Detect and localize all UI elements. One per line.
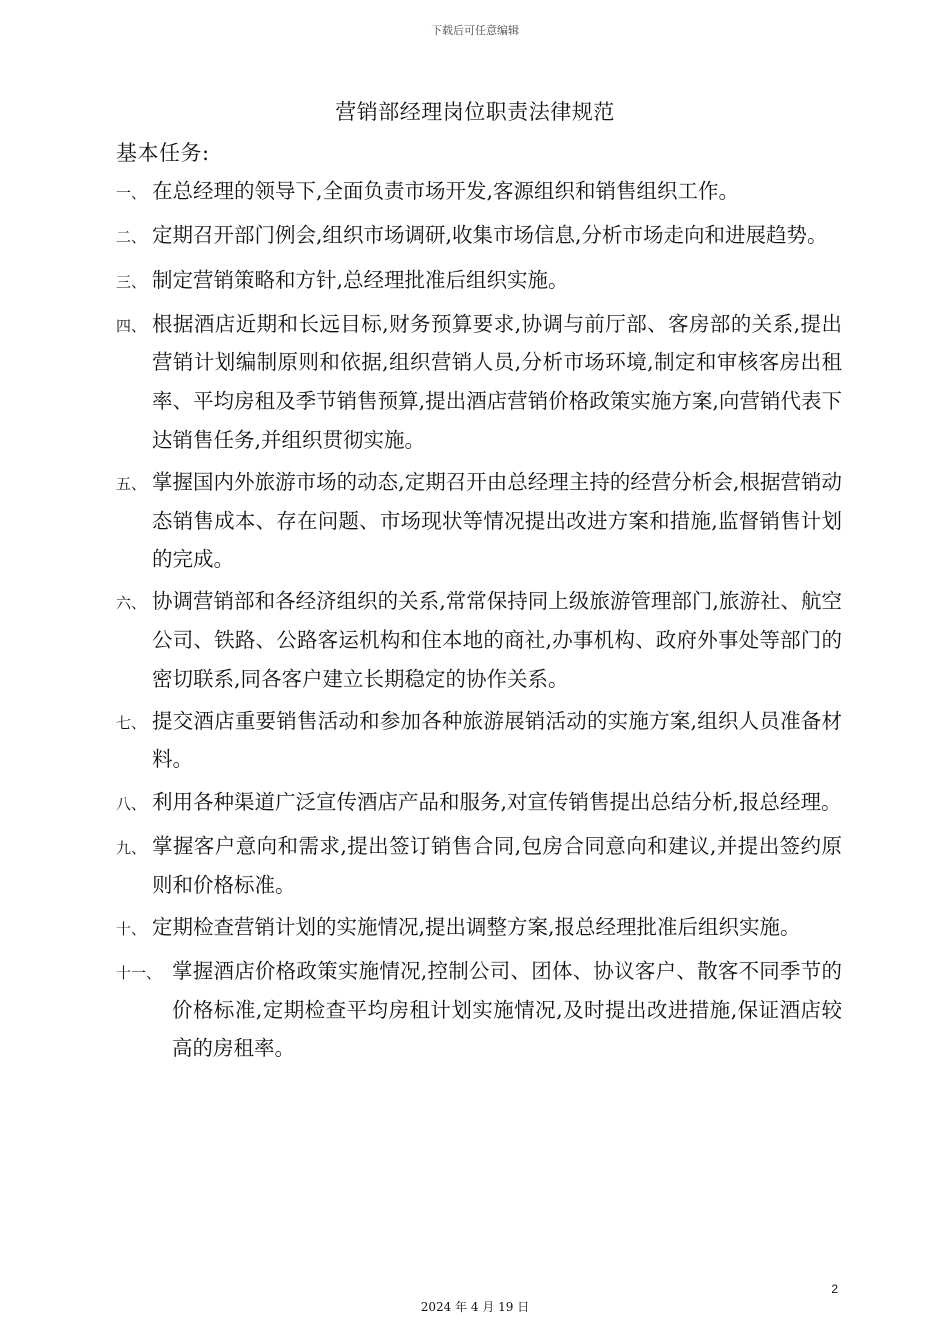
duty-item [116, 702, 842, 779]
duty-item [116, 582, 842, 698]
duty-item [116, 783, 842, 824]
duty-number: 六、 [116, 594, 147, 613]
duty-item [116, 827, 842, 904]
page-number: 2 [831, 1282, 838, 1296]
duty-item [116, 908, 842, 949]
duty-number: 九、 [116, 839, 147, 857]
duty-item [116, 952, 842, 1068]
duty-text: 掌握客户意向和需求,提出签订销售合同,包房合同意向和建议,并提出签约原则和价格标准。 [152, 834, 842, 897]
duty-number: 一、 [116, 184, 147, 202]
duty-number: 四、 [116, 316, 147, 335]
duty-number: 三、 [116, 272, 147, 291]
duty-number: 五、 [116, 474, 147, 493]
duty-text: 制定营销策略和方针,总经理批准后组织实施。 [152, 267, 569, 292]
duty-list [116, 172, 842, 1072]
duty-text: 掌握国内外旅游市场的动态,定期召开由总经理主持的经营分析会,根据营销动态销售成本、存在问题、市场现状等情况提出改进方案和措施,监督销售计划的完成。 [152, 469, 842, 572]
header-note: 下载后可任意编辑 [431, 24, 519, 37]
duty-text: 掌握酒店价格政策实施情况,控制公司、团体、协议客户、散客不同季节的价格标准,定期检查平均房租计划实施情况,及时提出改进措施,保证酒店较高的房租率。 [172, 959, 842, 1061]
footer-date: 2024 年 4 月 19 日 [420, 1300, 530, 1314]
duty-item [116, 261, 842, 302]
duty-item [116, 463, 842, 579]
document-title: 营销部经理岗位职责法律规范 [335, 100, 615, 124]
duty-item [116, 305, 842, 459]
duty-text: 提交酒店重要销售活动和参加各种旅游展销活动的实施方案,组织人员准备材料。 [152, 708, 842, 772]
duty-item [116, 216, 842, 257]
duty-number: 七、 [116, 713, 147, 732]
section-heading: 基本任务: [116, 141, 210, 165]
duty-number: 十、 [116, 919, 147, 938]
duty-text: 在总经理的领导下,全面负责市场开发,客源组织和销售组织工作。 [152, 179, 740, 203]
duty-text: 根据酒店近期和长远目标,财务预算要求,协调与前厅部、客房部的关系,提出营销计划编制原则和依据,组织营销人员,分析市场环境,制定和审核客房出租率、平均房租及季节销售预算,提出酒店营销价格政策实施方案,向营销代表下达销售任务,并组织贯彻实施。 [152, 311, 842, 452]
duty-text: 定期检查营销计划的实施情况,提出调整方案,报总经理批准后组织实施。 [152, 914, 801, 939]
duty-text: 协调营销部和各经济组织的关系,常常保持同上级旅游管理部门,旅游社、航空公司、铁路、公路客运机构和住本地的商社,办事机构、政府外事处等部门的密切联系,同各客户建立长期稳定的协作关系。 [152, 589, 842, 691]
duty-number: 二、 [116, 228, 147, 247]
duty-item [116, 172, 842, 213]
duty-number: 十一、 [116, 964, 162, 983]
duty-text: 定期召开部门例会,组织市场调研,收集市场信息,分析市场走向和进展趋势。 [152, 223, 828, 248]
duty-text: 利用各种渠道广泛宣传酒店产品和服务,对宣传销售提出总结分析,报总经理。 [152, 789, 842, 814]
duty-number: 八、 [116, 794, 147, 813]
